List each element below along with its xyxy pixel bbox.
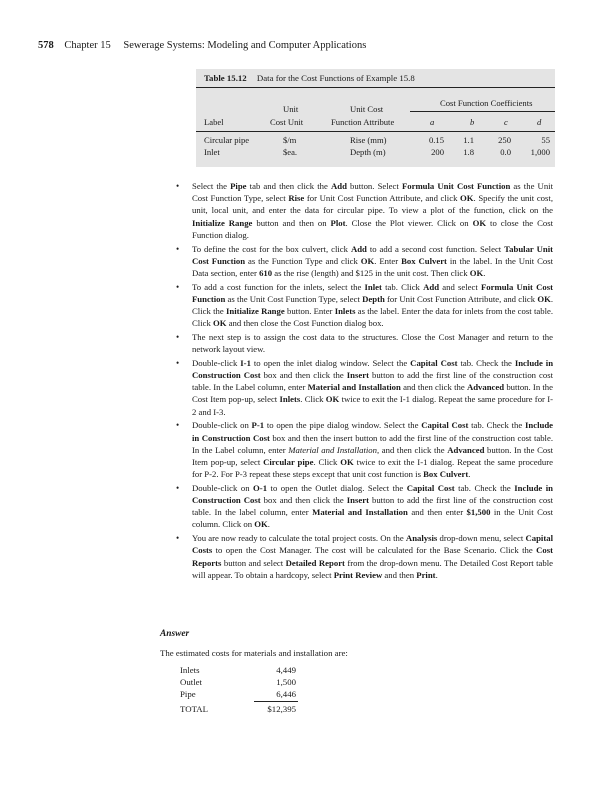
cost-row: [180, 677, 300, 689]
text-run: The next step is to assign the cost data to the structures. Close the Cost Manager and return to the network layout view.: [192, 331, 553, 355]
table-header-rule: [196, 131, 555, 132]
text-run: tab. Click: [381, 281, 424, 292]
cost-value: 4,449: [276, 665, 296, 675]
instruction-list: [174, 180, 553, 583]
coeff-group-rule: [410, 111, 555, 112]
text-run: and then enter: [407, 507, 467, 518]
text-run: button to add the first line of the construction cost table. In the label column, enter: [192, 495, 554, 518]
header-coeff-a: a: [430, 117, 435, 127]
bold-term: Inlet: [364, 281, 382, 292]
text-run: button and then on: [252, 217, 331, 228]
bold-term: $1,500: [466, 507, 491, 518]
bold-term: Analysis: [405, 533, 438, 544]
bold-term: Insert: [346, 370, 369, 381]
text-run: . Click the: [192, 293, 553, 317]
bold-term: Detailed Report: [285, 557, 345, 568]
text-run: button. In the Cost Item pop-up, select: [192, 444, 554, 467]
text-run: You are now ready to calculate the total project costs. On the: [192, 533, 406, 544]
bold-term: OK: [213, 318, 227, 329]
text-run: box and then click the: [260, 495, 347, 506]
chapter-label: Chapter 15: [64, 40, 111, 51]
table-caption-text: Data for the Cost Functions of Example 15.8: [256, 73, 415, 83]
instruction-item: [174, 180, 553, 241]
bold-term: Add: [350, 243, 367, 254]
text-run: box and then click the: [260, 370, 347, 381]
bold-term: Advanced: [466, 382, 505, 393]
bold-term: OK: [469, 267, 484, 278]
table-cell-b: 1.1: [463, 135, 474, 145]
text-run: . Specify the unit cost, unit, local unit, and enter the data for circular pipe. To view a plot of the function, click on the: [192, 193, 553, 216]
text-run: drop-down menu, select: [437, 533, 526, 544]
text-run: . Click: [313, 456, 341, 467]
text-run: Select the: [192, 181, 231, 191]
text-run: box and then the insert button to add the first line of the construction cost table. In the Label column, enter: [192, 432, 553, 455]
text-run: Double-click on: [192, 482, 254, 493]
answer-intro: The estimated costs for materials and installation are:: [160, 648, 348, 658]
bold-term: Plot: [330, 217, 346, 228]
header-unit-line2: Cost Unit: [270, 117, 304, 127]
bold-term: Formula Unit Cost Function: [192, 281, 554, 304]
bold-term: Depth: [362, 293, 385, 304]
table-cell-c: 0.0: [500, 147, 511, 157]
bold-term: Inlets: [334, 306, 356, 317]
cost-label: Inlets: [180, 665, 200, 675]
italic-term: Material and Installation: [288, 444, 377, 455]
bold-term: Add: [330, 181, 347, 191]
bold-term: 610: [259, 267, 273, 278]
bold-term: Add: [423, 281, 440, 292]
bold-term: OK: [537, 293, 551, 304]
text-run: and select: [439, 281, 481, 292]
text-run: To define the cost for the box culvert, click: [192, 243, 351, 254]
text-run: Double-click: [192, 357, 241, 368]
header-coeff-group: Cost Function Coefficients: [440, 98, 533, 108]
bold-term: Print Review: [333, 569, 383, 580]
text-run: , and then click the: [377, 444, 448, 455]
bold-term: Capital Costs: [192, 533, 553, 556]
text-run: .: [435, 569, 438, 580]
text-run: To add a cost function for the inlets, select the: [192, 281, 365, 292]
bold-term: I-1: [240, 357, 251, 368]
instruction-item: [174, 281, 553, 330]
text-run: as the Unit Cost Function Type, select: [225, 293, 363, 304]
bold-term: OK: [254, 519, 268, 530]
text-run: tab and then click the: [246, 181, 331, 191]
text-run: as the label. Enter the data for inlets from the cost table. Click: [192, 306, 554, 329]
bold-term: Initialize Range: [192, 217, 253, 228]
instruction-item: [174, 331, 553, 355]
bold-term: OK: [460, 193, 474, 204]
bold-term: Box Culvert: [423, 469, 469, 480]
bold-term: OK: [472, 217, 487, 228]
table-cell-d: 55: [541, 135, 550, 145]
text-run: and then click the: [400, 382, 467, 393]
text-run: and then close the Cost Function dialog box.: [226, 318, 384, 329]
bold-term: Box Culvert: [401, 255, 447, 266]
table-cell-unit: $ea.: [283, 147, 298, 157]
total-value: $12,395: [267, 704, 296, 714]
table-cell-a: 200: [431, 147, 444, 157]
table-cell-label: Inlet: [204, 147, 220, 157]
text-run: . Click: [300, 394, 326, 405]
text-run: as the rise (length) and $125 in the unit cost. Then click: [272, 267, 470, 278]
bold-term: Inlets: [279, 394, 301, 405]
bold-term: Insert: [346, 495, 369, 506]
instruction-item: [174, 243, 553, 280]
header-coeff-c: c: [504, 117, 508, 127]
table-cell-attr: Depth (m): [350, 147, 386, 157]
table-cell-c: 250: [498, 135, 511, 145]
bold-term: OK: [325, 394, 340, 405]
table-cell-a: 0.15: [428, 135, 444, 145]
total-row: [180, 704, 300, 716]
cost-value: 1,500: [276, 677, 296, 687]
bold-term: Rise: [288, 193, 305, 204]
text-run: .: [468, 469, 471, 480]
text-run: twice to exit the I-1 dialog. Repeat the same procedure for P-2. For P-3 repeat these steps except that unit cost function is: [192, 456, 553, 480]
text-run: button to add the first line of the construction cost table. In the Label column, enter: [192, 370, 554, 393]
table-cell-unit: $/m: [283, 135, 297, 145]
header-attr-line2: Function Attribute: [331, 117, 395, 127]
bold-term: Advanced: [447, 444, 485, 455]
total-underline: [254, 701, 298, 702]
text-run: as the Function Type and click: [245, 255, 361, 266]
cost-label: Outlet: [180, 677, 202, 687]
bold-term: Formula Unit Cost Function: [401, 181, 511, 191]
table-cell-b: 1.8: [463, 147, 474, 157]
bold-term: Capital Cost: [421, 420, 469, 431]
text-run: .: [267, 519, 270, 530]
bold-term: OK: [340, 456, 354, 467]
text-run: to open the Outlet dialog. Select the: [267, 482, 407, 493]
bold-term: OK: [360, 255, 375, 266]
text-run: as the Unit Cost Function Type, select: [192, 181, 554, 204]
text-run: to close the Cost Function dialog.: [192, 217, 554, 240]
answer-heading: Answer: [160, 629, 190, 639]
bold-term: Include in Construction Cost: [192, 357, 554, 381]
bold-term: Circular pipe: [263, 456, 314, 467]
table-caption: [204, 73, 415, 83]
text-run: button. Enter: [284, 306, 335, 317]
text-run: twice to exit the I-1 dialog. Repeat the same procedure for I-2 and I-3.: [192, 394, 553, 417]
bold-term: Pipe: [230, 181, 247, 191]
table-cell-label: Circular pipe: [204, 135, 250, 145]
bold-term: O-1: [253, 482, 268, 493]
bold-term: Capital Cost: [406, 482, 455, 493]
text-run: to open the inlet dialog window. Select the: [250, 357, 411, 368]
running-header: [38, 40, 366, 51]
instruction-item: [174, 419, 553, 480]
cost-row: [180, 665, 300, 677]
table-top-rule: [196, 87, 555, 88]
total-label: TOTAL: [180, 704, 208, 714]
table-cell-d: 1,000: [530, 147, 550, 157]
bold-term: Print: [416, 569, 436, 580]
header-coeff-d: d: [537, 117, 542, 127]
text-run: from the drop-down menu. The Detailed Cost Report table will appear. To obtain a hardcopy, select: [192, 557, 553, 580]
cost-label: Pipe: [180, 689, 196, 699]
chapter-title: Sewerage Systems: Modeling and Computer Applications: [123, 40, 367, 51]
table-cell-attr: Rise (mm): [350, 135, 387, 145]
text-run: to add a second cost function. Select: [366, 243, 505, 254]
page-number: 578: [38, 40, 54, 51]
bold-term: Include in Construction Cost: [192, 420, 554, 443]
header-coeff-b: b: [470, 117, 475, 127]
text-run: Double-click on: [192, 420, 252, 431]
bold-term: Material and Installation: [312, 507, 408, 518]
instruction-item: [174, 532, 553, 581]
bold-term: P-1: [251, 420, 265, 431]
instruction-item: [174, 482, 553, 531]
cost-row: [180, 689, 300, 701]
text-run: and then: [382, 569, 417, 580]
text-run: button and select: [221, 557, 286, 568]
text-run: . Close the Plot viewer. Click on: [345, 217, 473, 228]
table-number: Table 15.12: [204, 73, 247, 83]
bold-term: Include in Construction Cost: [192, 482, 553, 506]
text-run: in the label. In the Unit Cost Data section, enter: [192, 255, 554, 278]
text-run: tab. Check the: [468, 420, 525, 431]
text-run: . Enter: [374, 255, 402, 266]
text-run: in the Unit Cost column. Click on: [192, 507, 554, 530]
bold-term: Initialize Range: [225, 306, 285, 317]
bold-term: Cost Reports: [192, 545, 553, 568]
text-run: tab. Check the: [454, 482, 515, 493]
text-run: for Unit Cost Function Attribute, and click: [304, 193, 461, 204]
instruction-item: [174, 357, 553, 418]
text-run: button. Select: [346, 181, 402, 191]
text-run: tab. Check the: [457, 357, 515, 368]
text-run: to open the pipe dialog window. Select the: [264, 420, 422, 431]
cost-value: 6,446: [276, 689, 296, 699]
text-run: for Unit Cost Function Attribute, and click: [384, 293, 538, 304]
header-label: Label: [204, 117, 224, 127]
bold-term: Capital Cost: [410, 357, 458, 368]
text-run: button. In the Cost Item pop-up, select: [192, 382, 553, 405]
header-unit-line1: Unit: [283, 104, 299, 114]
header-attr-line1: Unit Cost: [350, 104, 384, 114]
bold-term: Material and Installation: [307, 382, 401, 393]
bold-term: Tabular Unit Cost Function: [192, 243, 554, 266]
text-run: .: [483, 267, 486, 278]
text-run: to open the Cost Manager. The cost will be calculated for the Base Scenario. Click the: [212, 545, 537, 556]
